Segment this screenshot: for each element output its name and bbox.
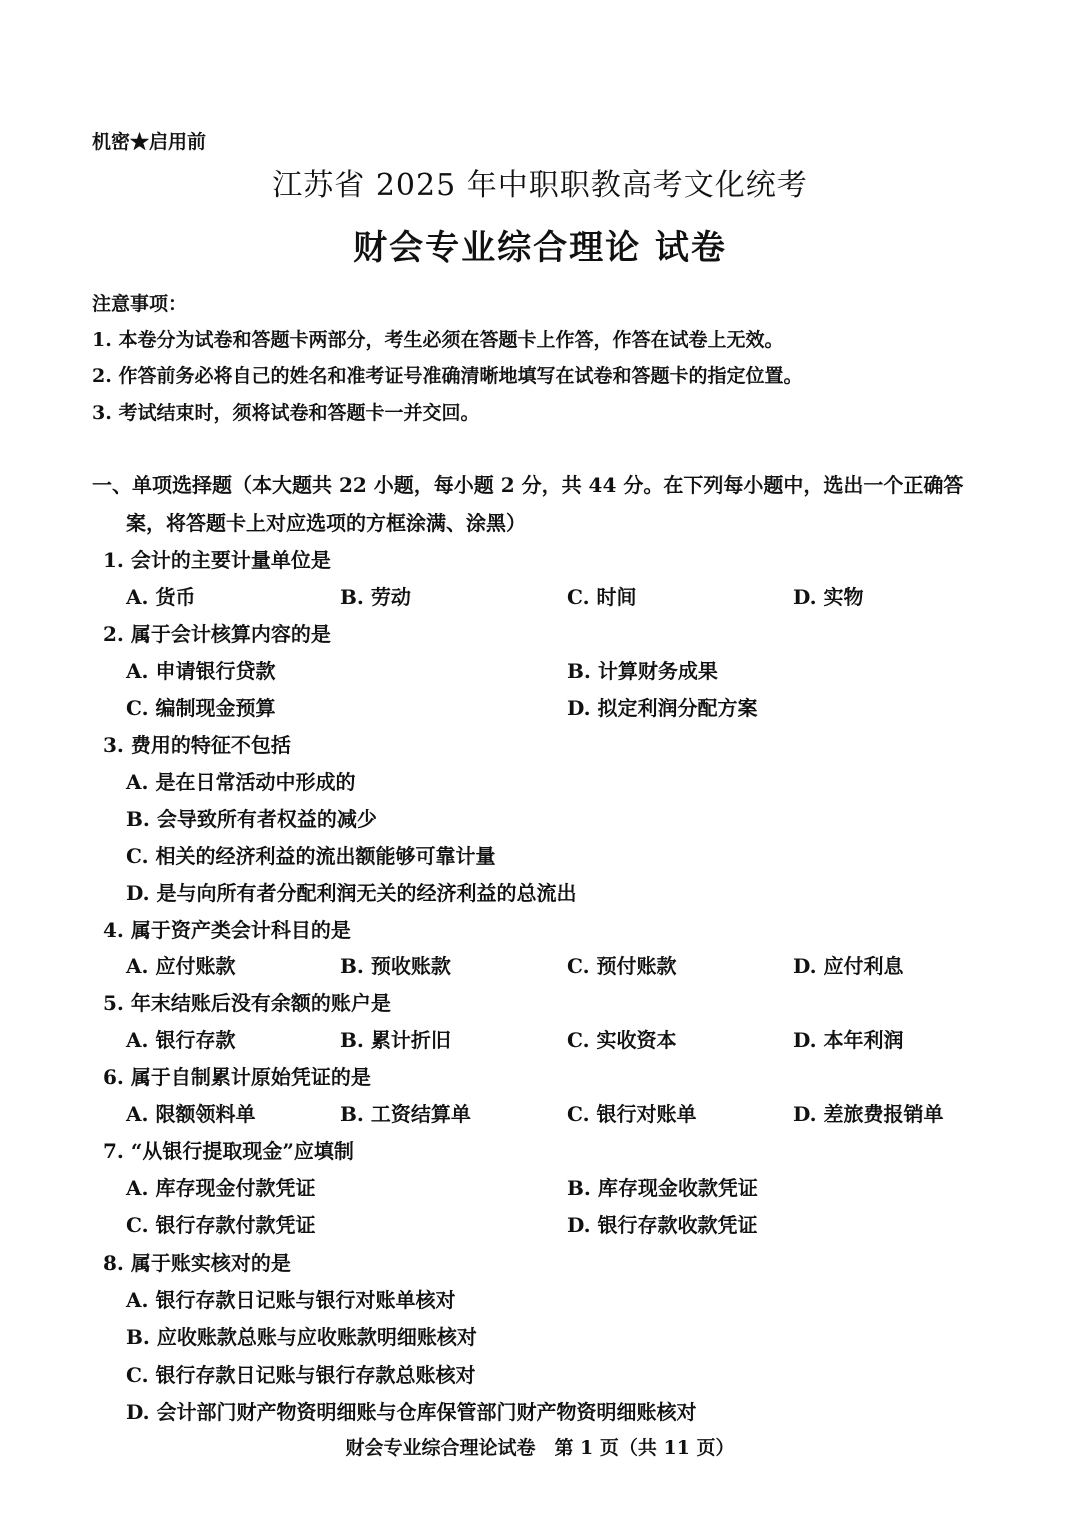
section-heading-continued: 案，将答题卡上对应选项的方框涂满、涂黑） [126,511,526,535]
question-option: B. 计算财务成果 [567,659,718,683]
question-stem: 4. 属于资产类会计科目的是 [103,918,351,942]
question-option: B. 预收账款 [340,954,451,978]
confidential-label: 机密★启用前 [92,131,207,153]
question-option: D. 银行存款收款凭证 [567,1213,758,1237]
question-option: A. 银行存款日记账与银行对账单核对 [126,1288,456,1312]
question-option: C. 编制现金预算 [126,696,276,720]
question-stem: 7. “从银行提取现金”应填制 [103,1139,354,1163]
question-option: A. 申请银行贷款 [126,659,276,683]
notice-item: 2. 作答前务必将自己的姓名和准考证号准确清晰地填写在试卷和答题卡的指定位置。 [92,365,803,387]
question-option: D. 本年利润 [793,1028,904,1052]
question-option: B. 工资结算单 [340,1102,471,1126]
page-footer: 财会专业综合理论试卷 第 1 页（共 11 页） [345,1437,735,1459]
question-option: B. 库存现金收款凭证 [567,1176,758,1200]
question-option: D. 实物 [793,585,864,609]
question-option: C. 银行对账单 [567,1102,697,1126]
question-option: C. 时间 [567,585,637,609]
question-option: B. 累计折旧 [340,1028,451,1052]
question-option: C. 预付账款 [567,954,677,978]
question-stem: 5. 年末结账后没有余额的账户是 [103,991,391,1015]
question-option: D. 应付利息 [793,954,904,978]
exam-title: 江苏省 2025 年中职职教高考文化统考 [272,168,808,203]
section-heading: 一、单项选择题（本大题共 22 小题，每小题 2 分，共 44 分。在下列每小题中，选出一个正确答 [92,473,964,497]
question-stem: 8. 属于账实核对的是 [103,1251,291,1275]
question-option: A. 应付账款 [126,954,236,978]
question-option: A. 货币 [126,585,196,609]
question-option: B. 应收账款总账与应收账款明细账核对 [126,1325,477,1349]
question-stem: 3. 费用的特征不包括 [103,733,291,757]
question-option: D. 会计部门财产物资明细账与仓库保管部门财产物资明细账核对 [126,1400,697,1424]
notice-item: 1. 本卷分为试卷和答题卡两部分，考生必须在答题卡上作答，作答在试卷上无效。 [92,329,784,351]
notice-item: 3. 考试结束时，须将试卷和答题卡一并交回。 [92,402,480,424]
question-option: D. 差旅费报销单 [793,1102,944,1126]
question-stem: 1. 会计的主要计量单位是 [103,548,331,572]
question-stem: 2. 属于会计核算内容的是 [103,622,331,646]
question-option: B. 会导致所有者权益的减少 [126,807,377,831]
question-option: A. 银行存款 [126,1028,236,1052]
question-option: A. 限额领料单 [126,1102,256,1126]
question-option: D. 是与向所有者分配利润无关的经济利益的总流出 [126,881,577,905]
question-option: B. 劳动 [340,585,411,609]
question-option: C. 银行存款日记账与银行存款总账核对 [126,1363,476,1387]
question-option: C. 银行存款付款凭证 [126,1213,316,1237]
question-option: A. 是在日常活动中形成的 [126,770,356,794]
question-option: D. 拟定利润分配方案 [567,696,758,720]
question-option: C. 相关的经济利益的流出额能够可靠计量 [126,844,496,868]
question-option: A. 库存现金付款凭证 [126,1176,316,1200]
question-option: C. 实收资本 [567,1028,677,1052]
paper-title: 财会专业综合理论 试卷 [353,228,727,268]
question-stem: 6. 属于自制累计原始凭证的是 [103,1065,371,1089]
notice-title: 注意事项： [92,293,188,315]
